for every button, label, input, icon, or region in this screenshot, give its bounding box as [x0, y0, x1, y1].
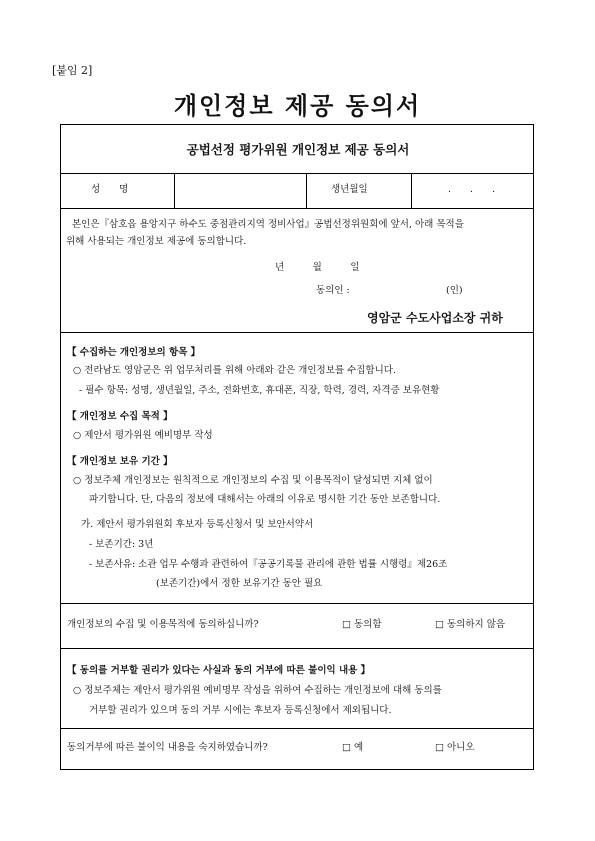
attachment-label: [붙임 2] [52, 64, 93, 77]
signer-label: 동의인 : [316, 285, 350, 296]
seal-label: (인) [446, 285, 463, 296]
items-text: - 필수 항목: 성명, 생년월일, 주소, 전화번호, 휴대폰, 직장, 학력, 경력, 자격증 보유현황 [79, 385, 440, 396]
page-title: 개인정보 제공 동의서 [173, 91, 422, 120]
agree-question: 개인정보의 수집 및 이용목적에 동의하십니까? [67, 619, 259, 630]
section-title-refusal: 【 동의를 거부할 권리가 있다는 사실과 동의 거부에 따른 불이익 내용 】 [67, 665, 371, 676]
period-text: 가. 제안서 평가위원회 후보자 등록신청서 및 보안서약서 [81, 519, 314, 530]
period-text: (보존기간)에서 정한 보유기간 동안 필요 [156, 578, 323, 589]
ack-yes-checkbox[interactable]: □ 예 [342, 742, 364, 753]
refusal-text: ○ 정보주체는 제안서 평가위원 예비명부 작성을 위하여 수집하는 개인정보에 대해 동의를 [73, 685, 442, 696]
birth-label: 생년월일 [331, 184, 368, 195]
section-title-period: 【 개인정보 보유 기간 】 [67, 456, 173, 467]
divider [411, 173, 412, 208]
purpose-text: ○ 제안서 평가위원 예비명부 작성 [73, 430, 213, 441]
divider [61, 648, 533, 649]
period-text: 파기합니다. 단, 다음의 정보에 대해서는 아래의 이유로 명시한 기간 동안 보존합니다. [89, 494, 441, 505]
addressee: 영암군 수도사업소장 귀하 [367, 311, 503, 325]
form-title: 공법선정 평가위원 개인정보 제공 동의서 [186, 142, 410, 157]
ack-no-checkbox[interactable]: □ 아니오 [435, 742, 475, 753]
ack-question: 동의거부에 따른 불이익 내용을 숙지하였습니까? [67, 742, 268, 753]
period-text: - 보존기간: 3년 [89, 539, 154, 550]
divider [61, 332, 533, 333]
divider [61, 728, 533, 729]
name-label: 성 명 [91, 184, 129, 195]
disagree-checkbox[interactable]: □ 동의하지 않음 [435, 619, 506, 630]
name-field[interactable] [175, 174, 306, 208]
section-title-purpose: 【 개인정보 수집 목적 】 [67, 411, 173, 422]
agree-checkbox[interactable]: □ 동의함 [342, 619, 382, 630]
divider [61, 208, 533, 209]
consent-form [60, 124, 534, 770]
period-text: - 보존사유: 소관 업무 수행과 관련하여『공공기록물 관리에 관한 법률 시행령』제26조 [89, 559, 448, 570]
divider [61, 603, 533, 604]
refusal-text: 거부할 권리가 있으며 동의 거부 시에는 후보자 등록신청에서 제외됩니다. [89, 705, 392, 716]
consent-text: 위해 사용되는 개인정보 제공에 동의합니다. [66, 236, 247, 247]
items-text: ○ 전라남도 영암군은 위 업무처리를 위해 아래와 같은 개인정보를 수집합니다. [73, 365, 396, 376]
birth-field[interactable]: . . . [448, 184, 496, 195]
section-title-items: 【 수집하는 개인정보의 항목 】 [67, 347, 201, 358]
period-text: ○ 정보주체 개인정보는 원칙적으로 개인정보의 수집 및 이용목적이 달성되면 지체 없이 [73, 475, 433, 486]
divider [306, 173, 307, 208]
consent-text: 본인은『삼호읍 용앙지구 하수도 중점관리지역 정비사업』공법선정위원회에 앞서, 아래 목적을 [72, 219, 464, 230]
date-line[interactable]: 년 월 일 [275, 262, 360, 273]
